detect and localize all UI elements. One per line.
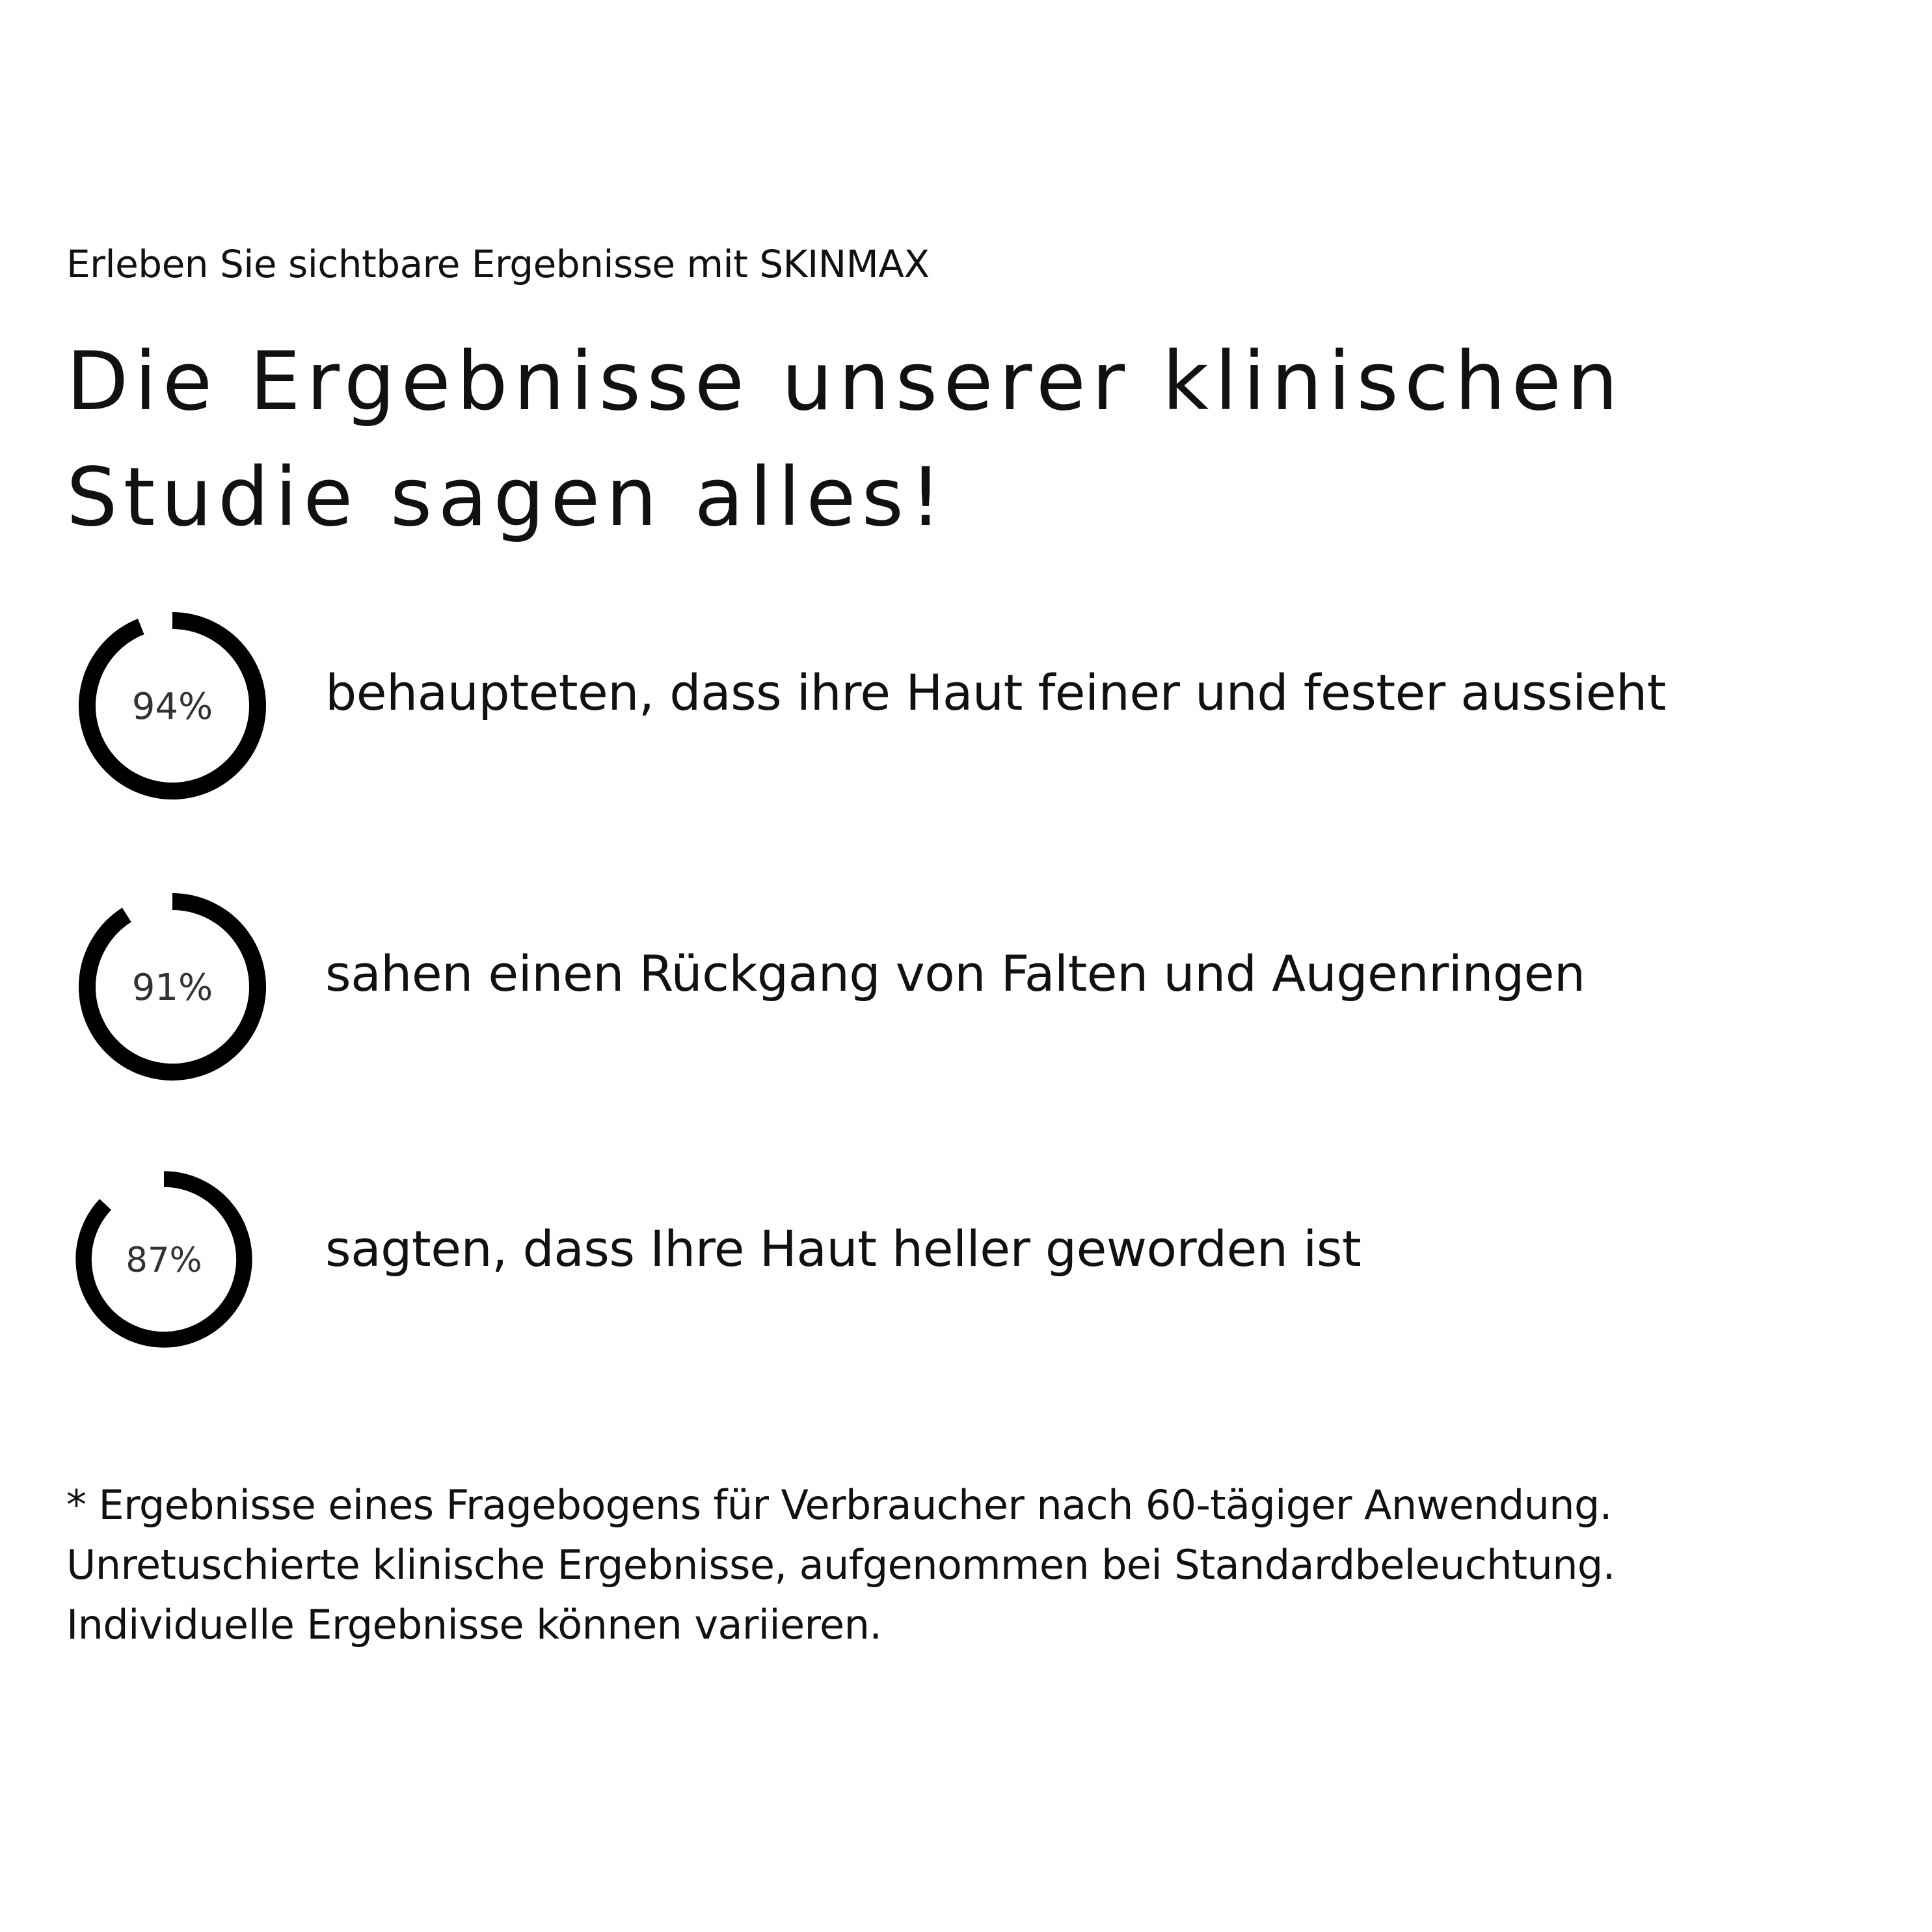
progress-ring-svg [72, 605, 273, 807]
eyebrow-text: Erleben Sie sichtbare Ergebnisse mit SKINMAX [66, 242, 930, 286]
page-title-line-2: Studie sagen alles! [66, 451, 948, 544]
progress-ring-svg [69, 1164, 259, 1354]
stat-description: sahen einen Rückgang von Falten und Augenringen [325, 945, 1585, 1002]
progress-ring [72, 605, 273, 807]
footnote-line-2: Unretuschierte klinische Ergebnisse, aufgenommen bei Standardbeleuchtung. [66, 1541, 1615, 1589]
stat-row [0, 886, 1932, 1094]
stat-description: behaupteten, dass ihre Haut feiner und fester aussieht [325, 664, 1667, 721]
disclaimer-footnote [66, 1475, 1888, 1655]
page-title-line-1: Die Ergebnisse unserer klinischen [66, 335, 1624, 429]
stat-row [0, 1164, 1932, 1373]
progress-ring-svg [72, 886, 273, 1088]
footnote-line-3: Individuelle Ergebnisse können variieren. [66, 1601, 882, 1648]
percent-label: 94% [131, 686, 213, 728]
percent-label: 91% [131, 967, 213, 1009]
stat-row [0, 605, 1932, 813]
page-title [66, 324, 1823, 556]
footnote-line-1: * Ergebnisse eines Fragebogens für Verbraucher nach 60-tägiger Anwendung. [66, 1481, 1612, 1529]
stat-description: sagten, dass Ihre Haut heller geworden ist [325, 1220, 1362, 1278]
progress-ring [72, 886, 273, 1088]
percent-label: 87% [126, 1240, 202, 1280]
progress-ring [69, 1164, 259, 1354]
